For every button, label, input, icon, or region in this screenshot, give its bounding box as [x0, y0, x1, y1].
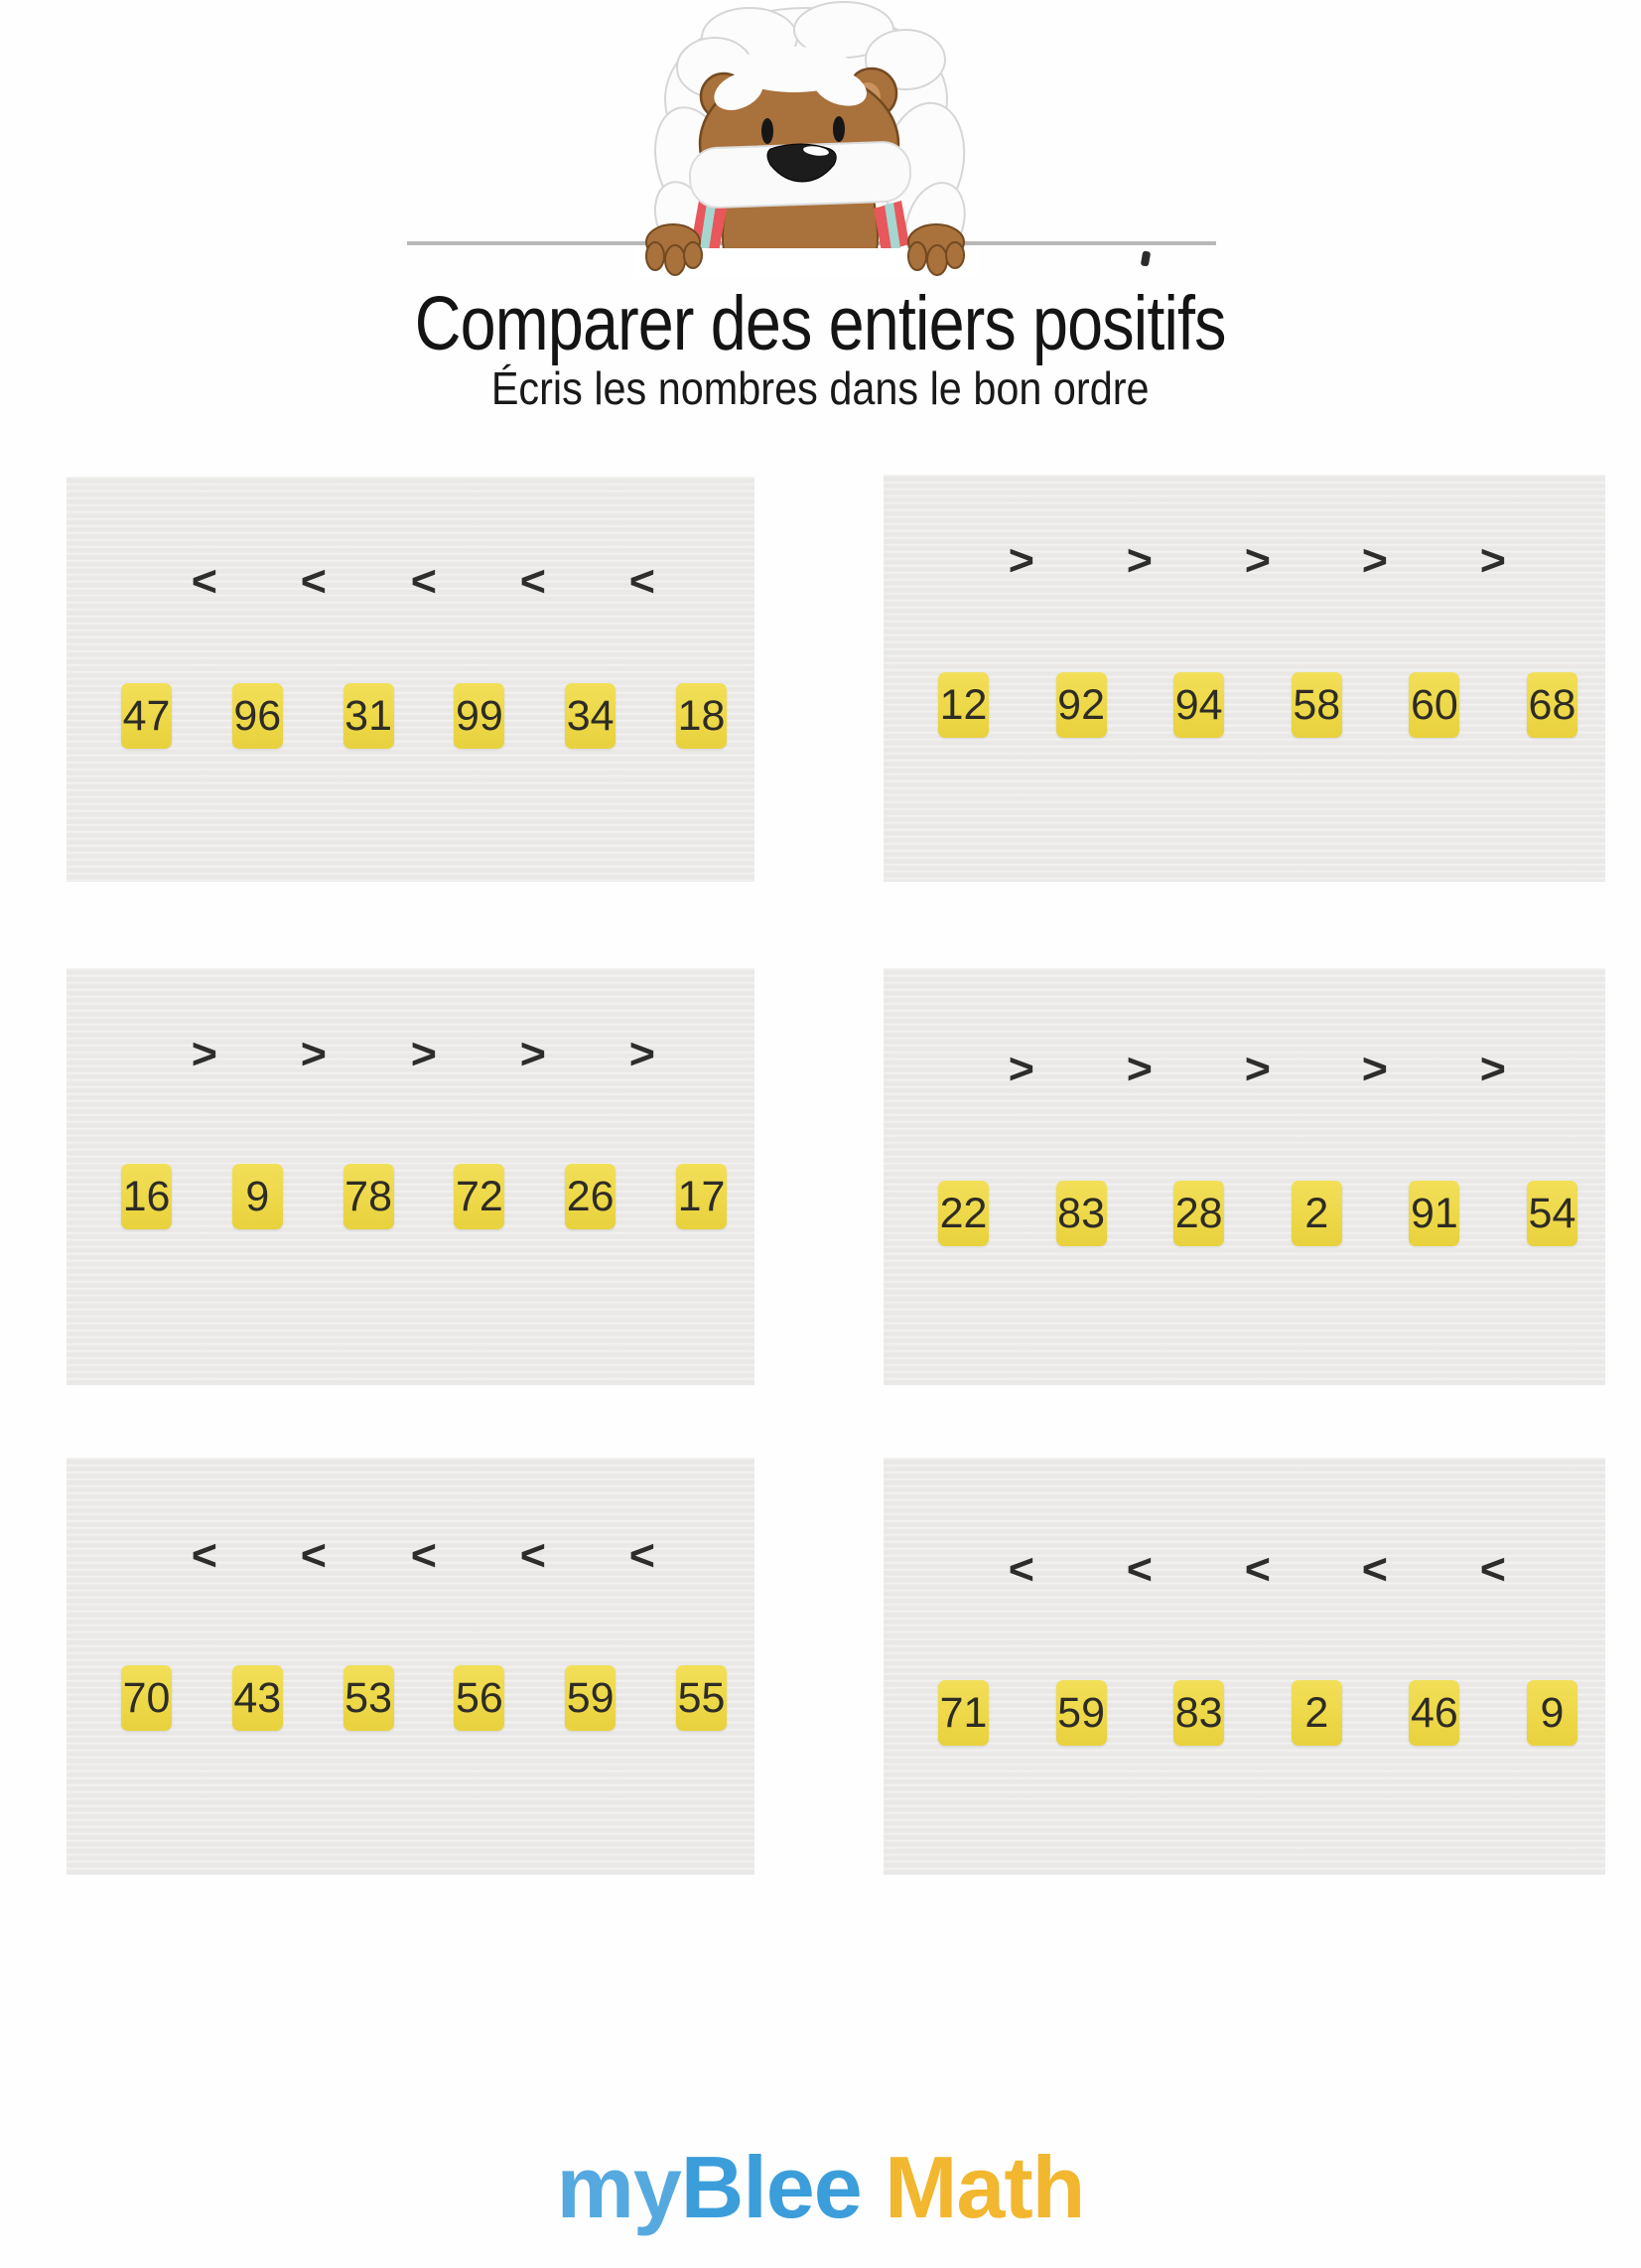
comparison-operator: < — [1479, 1545, 1507, 1594]
number-tile[interactable]: 60 — [1409, 672, 1459, 738]
number-tile[interactable]: 17 — [676, 1164, 727, 1229]
comparison-operator: < — [519, 557, 546, 606]
page-subtitle: Écris les nombres dans le bon ordre — [491, 362, 1150, 414]
number-tile[interactable]: 2 — [1292, 1680, 1342, 1746]
number-tile[interactable]: 43 — [232, 1665, 283, 1731]
page-title: Comparer des entiers positifs — [415, 281, 1226, 366]
numbers-row — [121, 1164, 727, 1229]
number-tile[interactable]: 72 — [454, 1164, 504, 1229]
number-tile[interactable]: 91 — [1409, 1181, 1459, 1246]
exercise-panel-2 — [884, 475, 1605, 882]
comparison-operator: > — [1126, 536, 1153, 585]
number-tile[interactable]: 9 — [232, 1164, 283, 1229]
myblee-math-logo — [0, 2137, 1641, 2238]
number-tile[interactable]: 56 — [454, 1665, 504, 1731]
comparison-operator: < — [410, 1531, 437, 1580]
number-tile[interactable]: 71 — [938, 1680, 989, 1746]
comparison-operator: < — [1244, 1545, 1271, 1594]
exercise-panel-3 — [67, 968, 754, 1385]
comparison-operator: < — [1362, 1545, 1389, 1594]
comparison-operator: < — [1126, 1545, 1153, 1594]
comparison-operator: > — [628, 1030, 656, 1078]
comparison-operator: < — [410, 557, 437, 606]
comparison-operator: > — [1479, 1045, 1507, 1093]
lion-mascot-illustration — [635, 0, 978, 278]
comparison-operator: > — [1362, 536, 1389, 585]
number-tile[interactable]: 55 — [676, 1665, 727, 1731]
exercise-panel-6 — [884, 1458, 1605, 1875]
number-tile[interactable]: 83 — [1056, 1181, 1107, 1246]
comparison-operator: > — [1126, 1045, 1153, 1093]
number-tile[interactable]: 22 — [938, 1181, 989, 1246]
number-tile[interactable]: 54 — [1527, 1181, 1577, 1246]
comparison-operator: > — [1244, 1045, 1271, 1093]
operators-row — [1009, 1545, 1506, 1595]
comparison-operator: < — [628, 1531, 656, 1580]
number-tile[interactable]: 12 — [938, 672, 989, 738]
number-tile[interactable]: 94 — [1173, 672, 1224, 738]
number-tile[interactable]: 83 — [1173, 1680, 1224, 1746]
comparison-operator: < — [301, 557, 328, 606]
numbers-row — [938, 1181, 1577, 1246]
exercise-panel-5 — [67, 1458, 754, 1875]
comparison-operator: > — [410, 1030, 437, 1078]
comparison-operator: > — [1479, 536, 1507, 585]
operators-row — [192, 557, 655, 607]
comparison-operator: < — [301, 1531, 328, 1580]
number-tile[interactable]: 9 — [1527, 1680, 1577, 1746]
exercise-panel-4 — [884, 968, 1605, 1385]
comparison-operator: < — [519, 1531, 546, 1580]
comparison-operator: > — [1008, 1045, 1034, 1093]
numbers-row — [121, 683, 727, 749]
number-tile[interactable]: 34 — [565, 683, 615, 749]
comparison-operator: > — [1008, 536, 1034, 585]
number-tile[interactable]: 18 — [676, 683, 727, 749]
number-tile[interactable]: 31 — [343, 683, 394, 749]
comparison-operator: < — [191, 557, 217, 606]
number-tile[interactable]: 47 — [121, 683, 172, 749]
number-tile[interactable]: 70 — [121, 1665, 172, 1731]
number-tile[interactable]: 26 — [565, 1164, 615, 1229]
number-tile[interactable]: 99 — [454, 683, 504, 749]
operators-row — [1009, 1045, 1506, 1094]
comparison-operator: > — [1362, 1045, 1389, 1093]
number-tile[interactable]: 96 — [232, 683, 283, 749]
operators-row — [192, 1030, 655, 1079]
comparison-operator: > — [519, 1030, 546, 1078]
number-tile[interactable]: 53 — [343, 1665, 394, 1731]
number-tile[interactable]: 46 — [1409, 1680, 1459, 1746]
number-tile[interactable]: 68 — [1527, 672, 1577, 738]
number-tile[interactable]: 78 — [343, 1164, 394, 1229]
numbers-row — [938, 672, 1577, 738]
logo-math: Math — [861, 2138, 1085, 2236]
operators-row — [192, 1531, 655, 1581]
comparison-operator: < — [1008, 1545, 1034, 1594]
numbers-row — [938, 1680, 1577, 1746]
number-tile[interactable]: 58 — [1292, 672, 1342, 738]
comparison-operator: < — [628, 557, 656, 606]
numbers-row — [121, 1665, 727, 1731]
logo-blee: Blee — [680, 2138, 862, 2236]
number-tile[interactable]: 28 — [1173, 1181, 1224, 1246]
comparison-operator: > — [301, 1030, 328, 1078]
number-tile[interactable]: 59 — [1056, 1680, 1107, 1746]
exercise-panel-1 — [67, 477, 754, 882]
comparison-operator: > — [191, 1030, 217, 1078]
logo-my: my — [556, 2138, 681, 2236]
number-tile[interactable]: 59 — [565, 1665, 615, 1731]
number-tile[interactable]: 16 — [121, 1164, 172, 1229]
operators-row — [1009, 536, 1506, 586]
comparison-operator: > — [1244, 536, 1271, 585]
number-tile[interactable]: 2 — [1292, 1181, 1342, 1246]
comparison-operator: < — [191, 1531, 217, 1580]
number-tile[interactable]: 92 — [1056, 672, 1107, 738]
ink-mark — [1141, 250, 1151, 266]
